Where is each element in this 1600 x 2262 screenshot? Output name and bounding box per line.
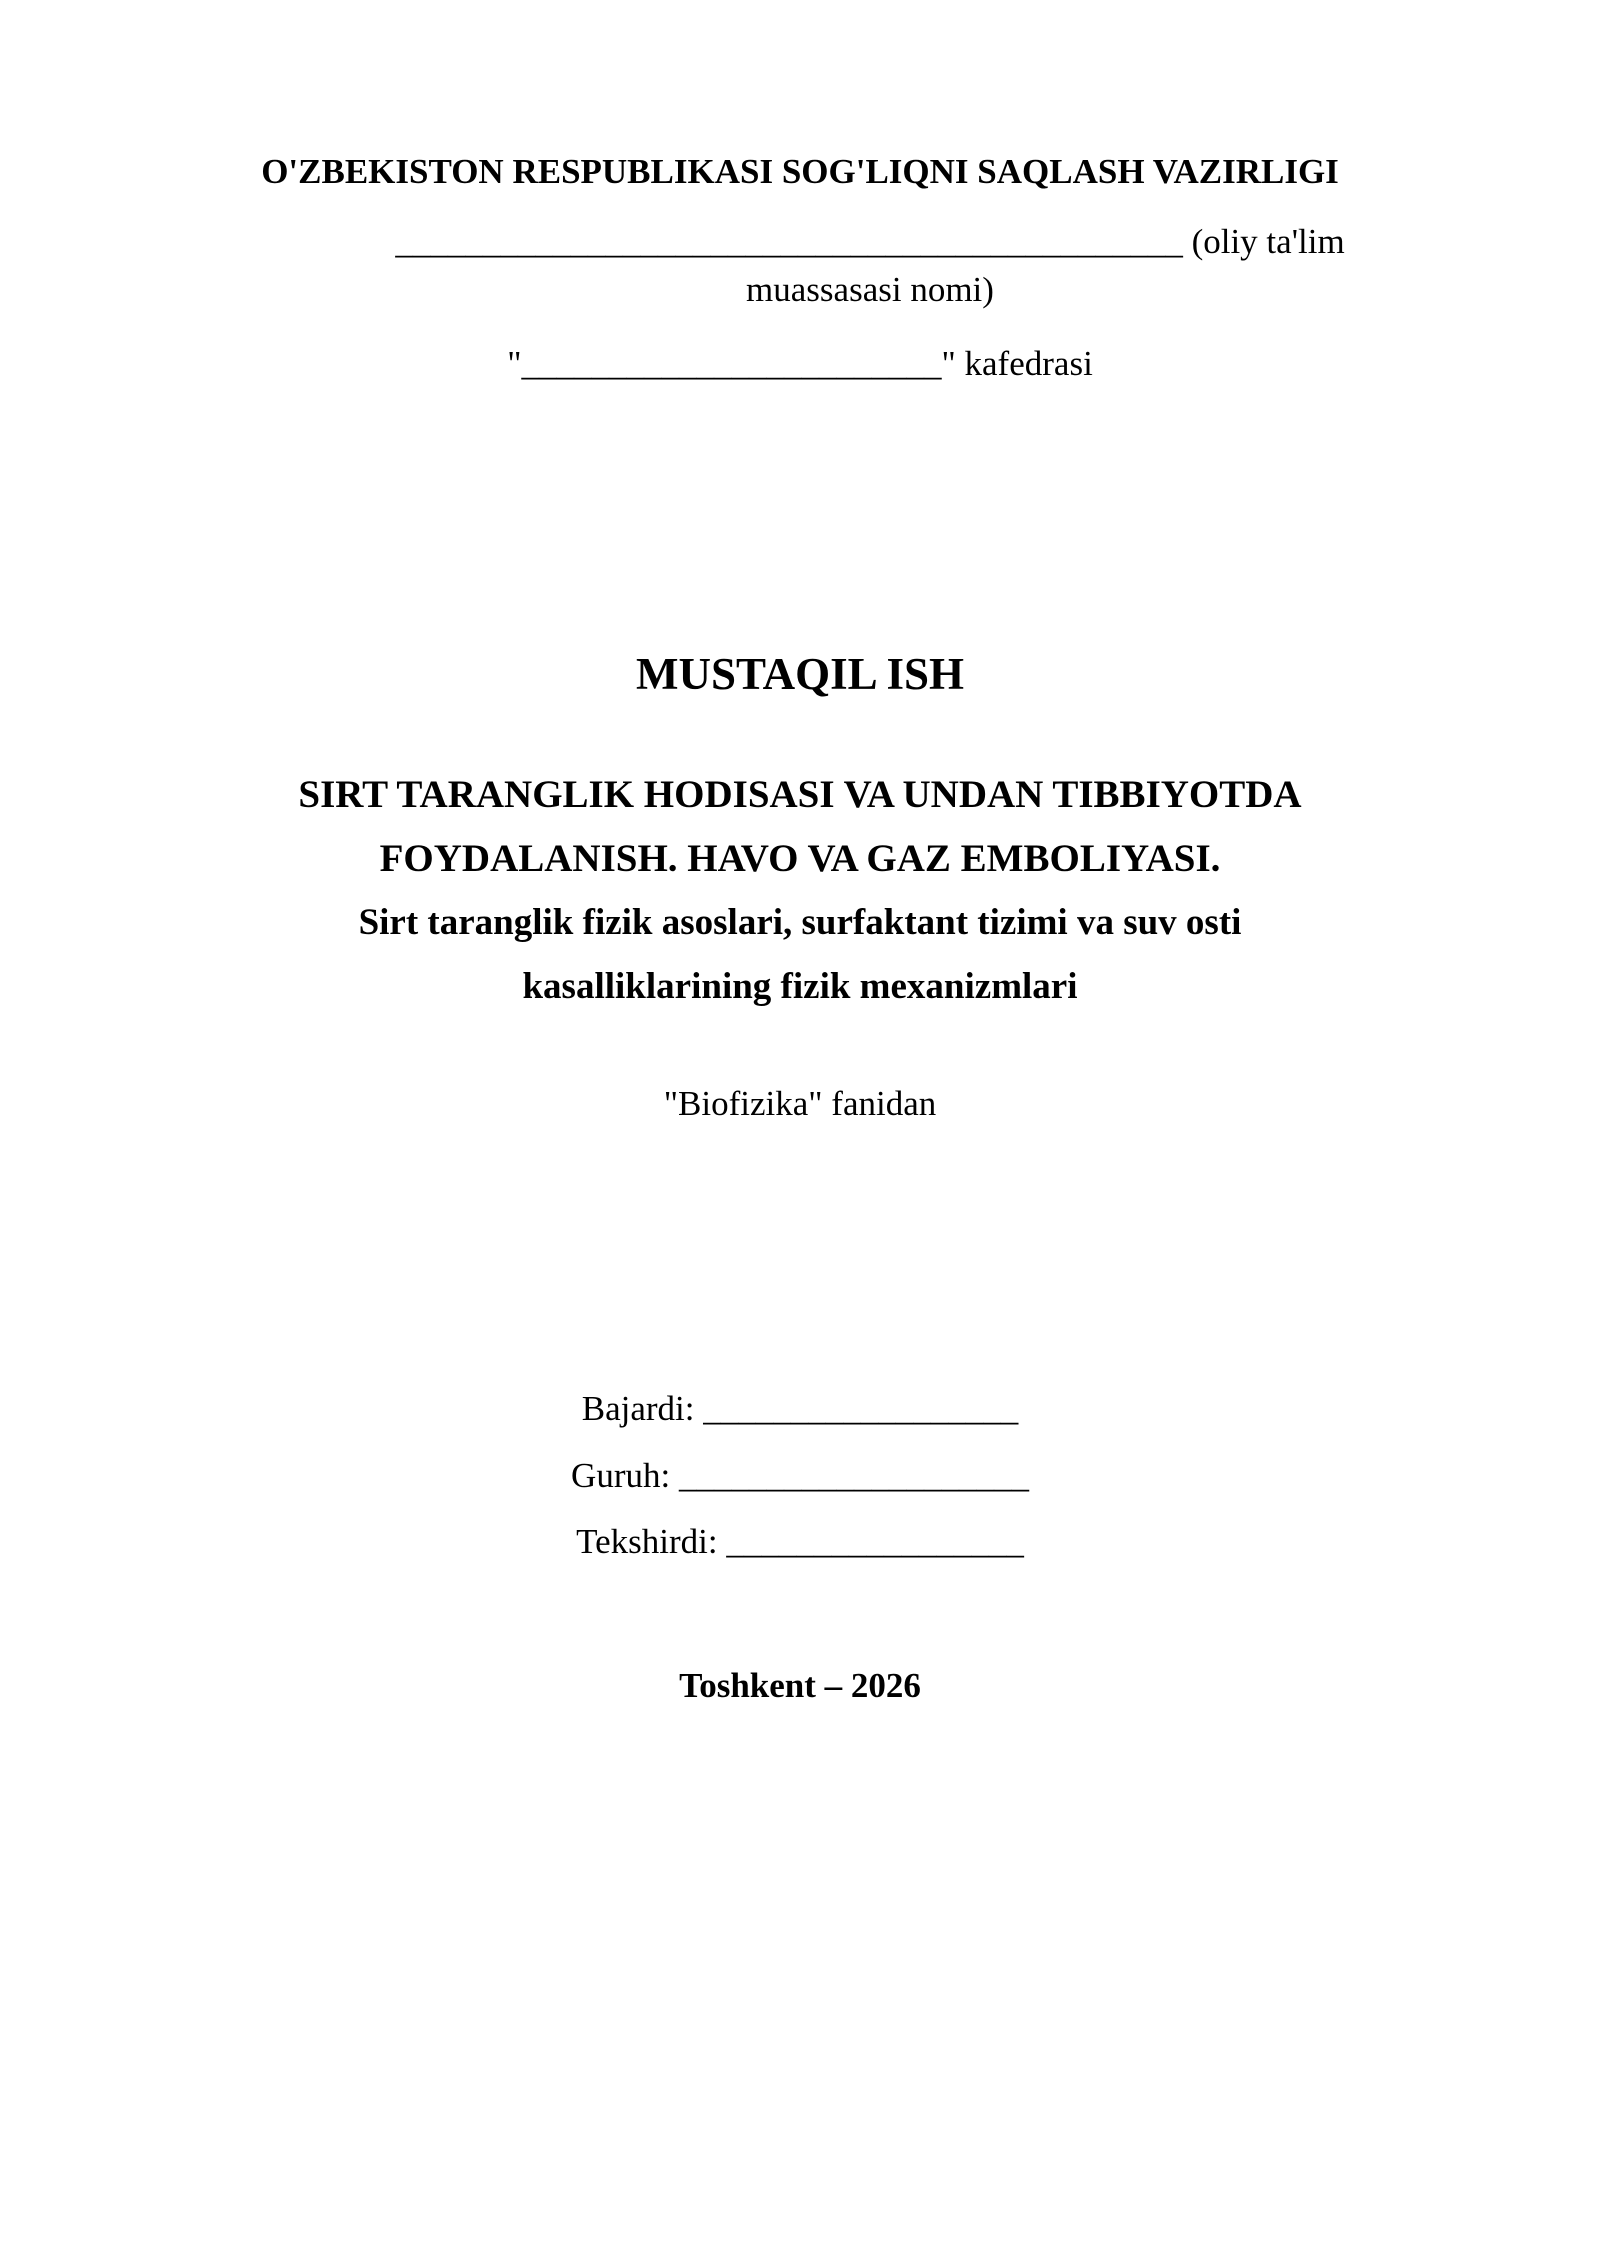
topic-subtitle-line-2: kasalliklarining fizik mexanizmlari	[522, 966, 1078, 1007]
bajardi-field: Bajardi: __________________	[581, 1389, 1019, 1428]
institution-name-field	[310, 218, 1430, 314]
tekshirdi-field: Tekshirdi: _________________	[576, 1522, 1024, 1561]
kafedra-field: "________________________" kafedrasi	[507, 344, 1093, 383]
topic-title	[0, 763, 1600, 891]
subject-line: "Biofizika" fanidan	[663, 1084, 937, 1123]
topic-subtitle	[0, 891, 1600, 1019]
guruh-field: Guruh: ____________________	[571, 1456, 1029, 1495]
institution-line-1: _____________________________________________ (oliy ta'lim	[395, 222, 1345, 261]
institution-line-2: muassasasi nomi)	[746, 270, 994, 309]
city-year: Toshkent – 2026	[679, 1666, 921, 1705]
topic-title-line-1: SIRT TARANGLIK HODISASI VA UNDAN TIBBIYOTDA	[298, 773, 1302, 816]
topic-title-line-2: FOYDALANISH. HAVO VA GAZ EMBOLIYASI.	[379, 837, 1221, 880]
topic-subtitle-line-1: Sirt taranglik fizik asoslari, surfaktant tizimi va suv osti	[358, 902, 1242, 943]
document-type-title: MUSTAQIL ISH	[635, 649, 964, 699]
ministry-heading: O'ZBEKISTON RESPUBLIKASI SOG'LIQNI SAQLASH VAZIRLIGI	[261, 152, 1339, 191]
